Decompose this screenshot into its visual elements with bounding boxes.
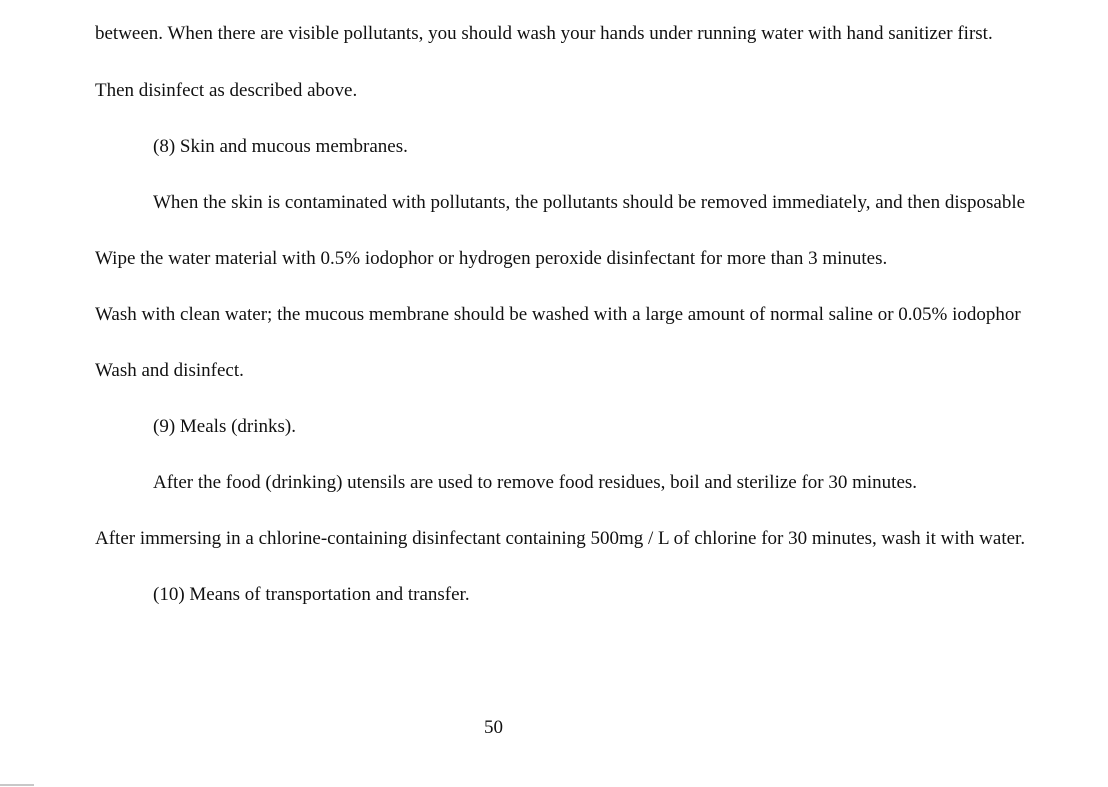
section-heading-9: (9) Meals (drinks). bbox=[153, 416, 296, 437]
text-line-9: After the food (drinking) utensils are used to remove food residues, boil and sterilize for 30 minutes. bbox=[153, 472, 918, 493]
text-line-10: After immersing in a chlorine-containing disinfectant containing 500mg / L of chlorine for 30 minutes, wash it with water. bbox=[95, 528, 1026, 549]
text-line-4: When the skin is contaminated with pollutants, the pollutants should be removed immediately, and then disposable bbox=[153, 192, 1026, 213]
section-heading-10: (10) Means of transportation and transfer. bbox=[153, 584, 470, 605]
text-line-5: Wipe the water material with 0.5% iodophor or hydrogen peroxide disinfectant for more than 3 minutes. bbox=[95, 248, 888, 269]
corner-divider bbox=[0, 784, 34, 786]
section-heading-8: (8) Skin and mucous membranes. bbox=[153, 136, 408, 157]
page-number: 50 bbox=[484, 717, 503, 738]
text-line-6: Wash with clean water; the mucous membrane should be washed with a large amount of normal saline or 0.05% iodophor bbox=[95, 304, 1021, 325]
text-line-2: Then disinfect as described above. bbox=[95, 80, 358, 101]
text-line-1: between. When there are visible pollutants, you should wash your hands under running water with hand sanitizer first. bbox=[95, 23, 993, 44]
text-line-7: Wash and disinfect. bbox=[95, 360, 244, 381]
